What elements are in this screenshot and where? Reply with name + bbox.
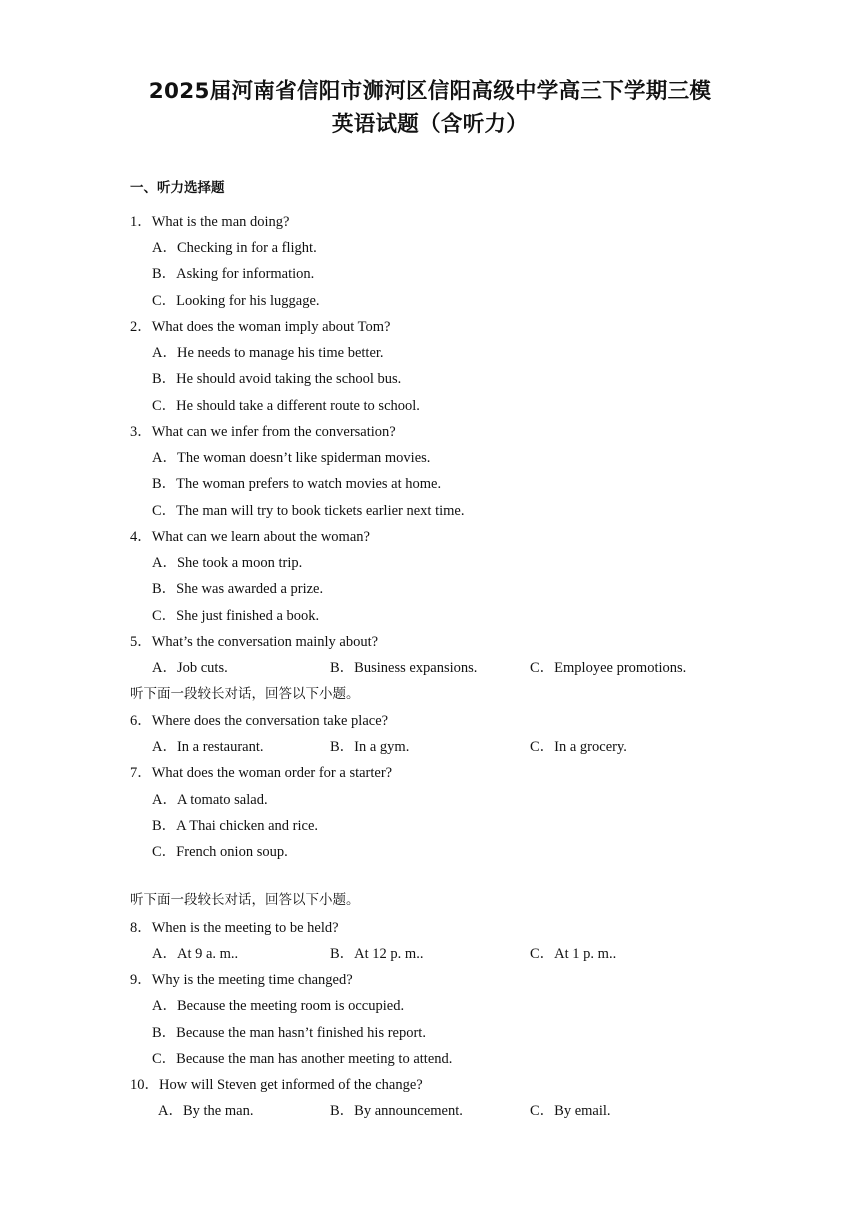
question-2-option-a: A．He needs to manage his time better. [152, 345, 384, 361]
question-4-stem: 4．What can we learn about the woman? [130, 529, 370, 545]
question-2-stem: 2．What does the woman imply about Tom? [130, 319, 391, 335]
question-10-option-a: A．By the man. [158, 1103, 254, 1119]
question-7-stem: 7．What does the woman order for a starter? [130, 765, 393, 781]
question-1-stem: 1．What is the man doing? [130, 214, 290, 230]
question-3-option-a: A．The woman doesn’t like spiderman movies. [152, 450, 431, 466]
question-6-option-c: C．In a grocery. [530, 739, 627, 755]
document-title-line-2: 英语试题（含听力） [331, 112, 529, 137]
instruction-note: 听下面一段较长对话，回答以下小题。 [130, 686, 360, 702]
question-6-stem: 6．Where does the conversation take place? [130, 713, 389, 729]
question-9-stem: 9．Why is the meeting time changed? [130, 972, 353, 988]
question-4-option-a: A．She took a moon trip. [152, 555, 303, 571]
question-7-option-b: B．A Thai chicken and rice. [152, 818, 319, 834]
question-8-option-a: A．At 9 a. m.. [152, 946, 239, 962]
question-4-option-c: C．She just finished a book. [152, 608, 320, 624]
question-7-option-c: C．French onion soup. [152, 844, 288, 860]
question-5-option-a: A．Job cuts. [152, 660, 228, 676]
question-10-stem: 10．How will Steven get informed of the change? [130, 1077, 423, 1093]
question-6-option-b: B．In a gym. [330, 739, 410, 755]
question-4-option-b: B．She was awarded a prize. [152, 581, 324, 597]
question-3-stem: 3．What can we infer from the conversation? [130, 424, 396, 440]
question-3-option-c: C．The man will try to book tickets earlier next time. [152, 503, 465, 519]
question-5-option-b: B．Business expansions. [330, 660, 478, 676]
question-5-option-c: C．Employee promotions. [530, 660, 687, 676]
question-2-option-c: C．He should take a different route to school. [152, 398, 420, 414]
instruction-note: 听下面一段较长对话，回答以下小题。 [130, 892, 360, 908]
question-1-option-c: C．Looking for his luggage. [152, 293, 320, 309]
question-8-option-c: C．At 1 p. m.. [530, 946, 617, 962]
question-8-option-b: B．At 12 p. m.. [330, 946, 424, 962]
question-9-option-a: A．Because the meeting room is occupied. [152, 998, 405, 1014]
question-9-option-b: B．Because the man hasn’t finished his report. [152, 1025, 426, 1041]
question-10-option-c: C．By email. [530, 1103, 611, 1119]
question-1-option-a: A．Checking in for a flight. [152, 240, 317, 256]
question-7-option-a: A．A tomato salad. [152, 792, 268, 808]
question-2-option-b: B．He should avoid taking the school bus. [152, 371, 402, 387]
document-title-line-1: 2025届河南省信阳市浉河区信阳高级中学高三下学期三模 [148, 79, 712, 104]
question-6-option-a: A．In a restaurant. [152, 739, 264, 755]
question-9-option-c: C．Because the man has another meeting to attend. [152, 1051, 453, 1067]
question-3-option-b: B．The woman prefers to watch movies at home. [152, 476, 442, 492]
question-10-option-b: B．By announcement. [330, 1103, 463, 1119]
question-8-stem: 8．When is the meeting to be held? [130, 920, 339, 936]
section-title: 一、听力选择题 [130, 180, 225, 196]
question-5-stem: 5．What’s the conversation mainly about? [130, 634, 379, 650]
question-1-option-b: B．Asking for information. [152, 266, 315, 282]
